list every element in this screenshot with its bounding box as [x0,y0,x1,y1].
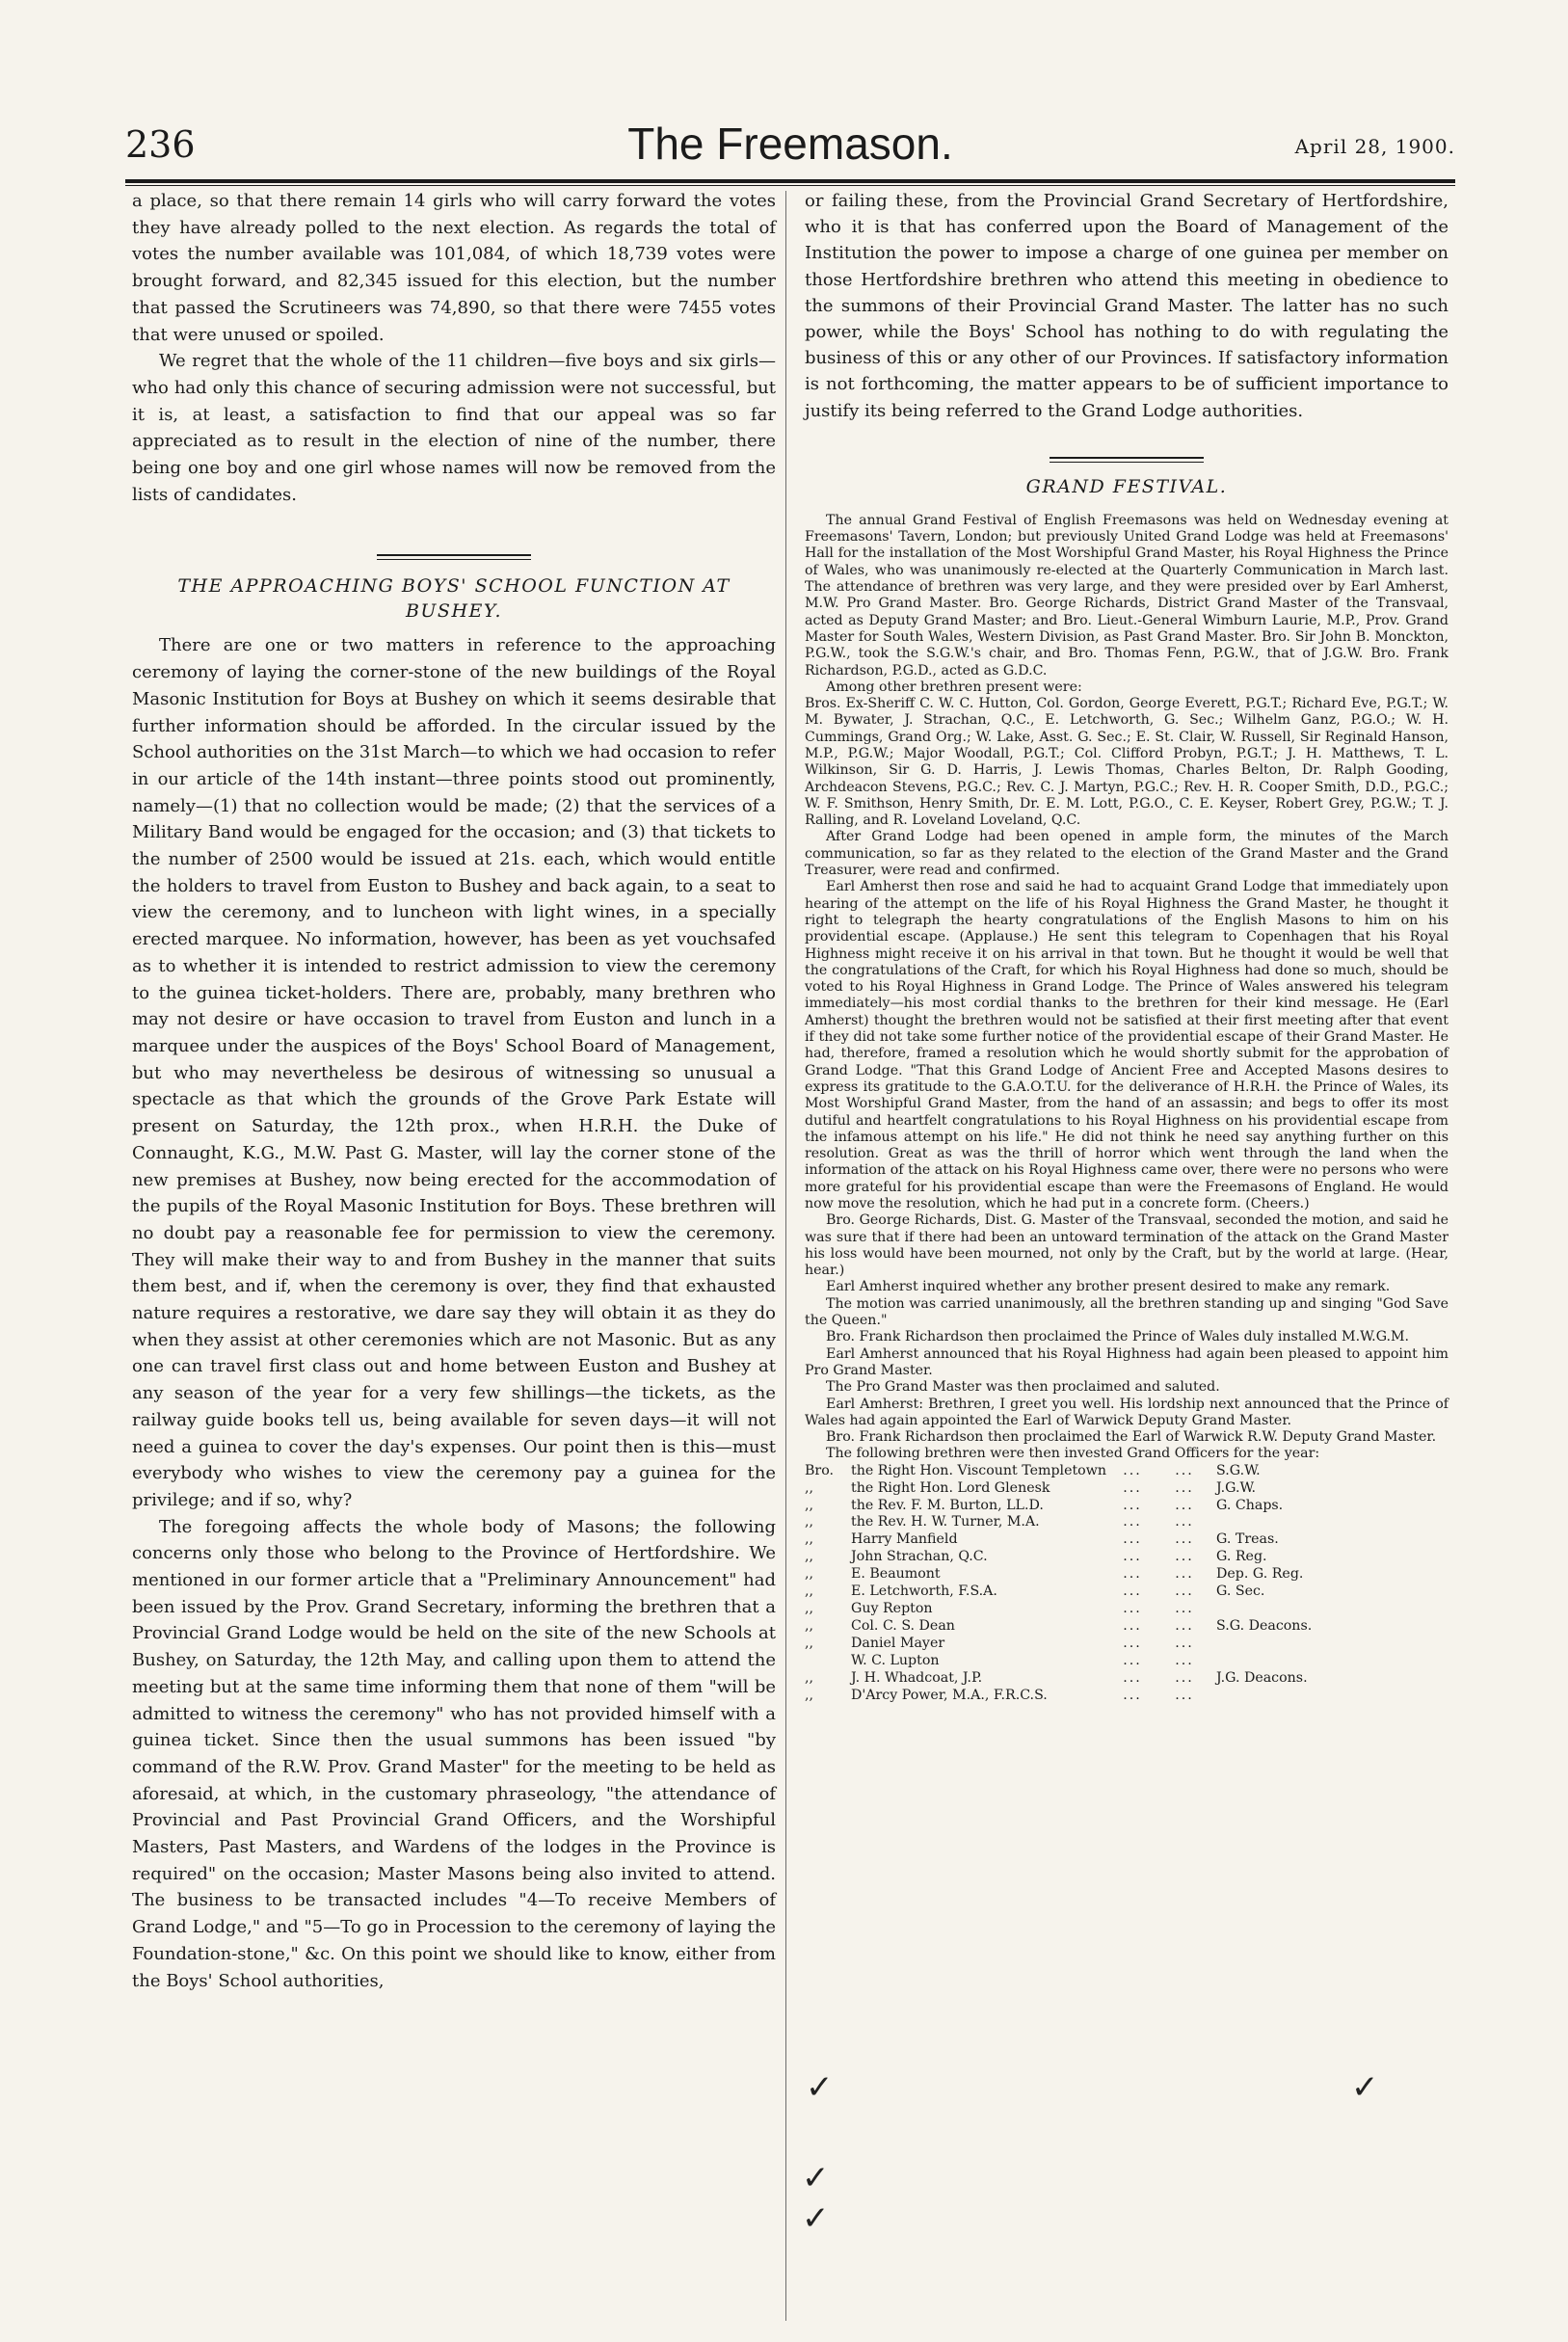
officer-row [805,1670,1448,1688]
officer-row [805,1480,1448,1498]
officer-office: G. Reg. [1216,1549,1267,1565]
officer-office [1210,1636,1448,1653]
report-paragraph: Bro. George Richards, Dist. G. Master of the Transvaal, seconded the motion, and said he was sure that if there had been an untoward termination of the attack on the Grand Master his loss would have been mourned, not only by the Craft, but by the world at large. (Hear, hear.) [805,1212,1448,1279]
leader-dots: ... [1123,1462,1142,1478]
officer-prefix: ,, [805,1479,814,1496]
officer-name: E. Beaumont [851,1566,941,1583]
officer-office [1210,1601,1448,1618]
header-rule [125,179,1455,183]
leader-dots: ... [1123,1635,1142,1651]
officer-name: John Strachan, Q.C. [851,1549,988,1565]
leader-dots: ... [1175,1601,1194,1616]
officer-row [805,1498,1448,1515]
leader-dots: ... [1123,1479,1142,1496]
report-paragraph: Earl Amherst: Brethren, I greet you well. His lordship next announced that the Prince of Wales had again appointed the Earl of Warwick Deputy Grand Master. [805,1396,1448,1428]
leader-dots: ... [1175,1531,1194,1548]
officer-name: the Right Hon. Lord Glenesk [851,1479,1050,1496]
attendee-list: Bros. Ex-Sheriff C. W. C. Hutton, Col. Gordon, George Everett, P.G.T.; Richard Eve, P.G.T.; W. M. Bywater, J. Strachan, Q.C., E. Letchworth, G. Sec.; Wilhelm Ganz, P.G.O.; W. H. Cummings, Grand Org.; W. Lake, Asst. G. Sec.; E. St. Clair, W. Russell, Sir Reginald Hanson, M.P., P.G.W.; Major Woodall, P.G.T.; Col. Clifford Probyn, P.G.T.; J. H. Matthews, T. L. Wilkinson, Sir G. D. Harris, J. Lewis Thomas, Charles Belton, Dr. Ralph Gooding, Archdeacon Stevens, P.G.C.; Rev. C. J. Martyn, P.G.C.; Rev. H. R. Cooper Smith, D.D., P.G.C.; W. F. Smithson, Henry Smith, Dr. E. M. Lott, P.G.O., C. E. Keyser, Robert Grey, P.G.W.; T. J. Ralling, and R. Loveland Loveland, Q.C. [805,696,1448,829]
officer-prefix: ,, [805,1549,814,1565]
festival-report [805,513,1448,1463]
report-paragraph: Bro. Frank Richardson then proclaimed the Earl of Warwick R.W. Deputy Grand Master. [826,1429,1437,1446]
leader-dots: ... [1123,1549,1142,1565]
leader-dots: ... [1123,1601,1142,1616]
officer-name: Col. C. S. Dean [851,1617,955,1634]
article-title: THE APPROACHING BOYS' SCHOOL FUNCTION AT BUSHEY. [177,575,731,623]
page-number: 236 [125,123,196,166]
officer-office: G. Treas. [1216,1531,1279,1548]
officer-name: Harry Manfield [851,1531,958,1548]
officer-office: G. Chaps. [1216,1497,1284,1513]
officer-prefix: ,, [805,1617,814,1634]
leader-dots: ... [1175,1549,1194,1565]
officer-row [805,1653,1448,1670]
right-column [805,188,1448,1704]
report-paragraph: The motion was carried unanimously, all the brethren standing up and singing "God Save the Queen." [805,1295,1448,1329]
leader-dots: ... [1175,1669,1194,1686]
article-title: GRAND FESTIVAL. [1025,475,1228,497]
officer-name: Guy Repton [851,1601,933,1616]
officer-prefix: ,, [805,1531,814,1548]
leader-dots: ... [1175,1617,1194,1634]
header-rule-thin [125,185,1455,186]
officer-row [805,1531,1448,1549]
intro-paragraph: We regret that the whole of the 11 children—five boys and six girls—who had only this chance of securing admission were not successful, but it is, at least, a satisfaction to find that our appeal was so far appreciated as to result in the election of nine of the number, there being one boy and one girl whose names will now be removed from the lists of candidates. [132,351,776,505]
officer-prefix: ,, [805,1687,814,1703]
leader-dots: ... [1123,1497,1142,1513]
officer-office: G. Sec. [1216,1584,1265,1600]
pencil-tick-mark: ✓ [802,2159,830,2197]
grand-officers-list [805,1463,1448,1705]
officer-row [805,1636,1448,1653]
officer-office: S.G.W. [1216,1462,1261,1478]
column-divider [785,191,786,2321]
officer-prefix: ,, [805,1669,814,1686]
pencil-tick-mark: ✓ [802,2199,830,2238]
officer-name: the Rev. H. W. Turner, M.A. [851,1514,1040,1530]
officer-prefix: ,, [805,1514,814,1530]
report-paragraph: Earl Amherst inquired whether any brother present desired to make any remark. [826,1279,1391,1295]
officer-office [1210,1514,1448,1531]
officer-prefix: Bro. [805,1462,835,1478]
officer-office: J.G.W. [1216,1479,1257,1496]
leader-dots: ... [1123,1514,1142,1530]
pencil-tick-mark: ✓ [1351,2068,1379,2107]
officer-prefix: ,, [805,1566,814,1583]
continued-paragraph: or failing these, from the Provincial Grand Secretary of Hertfordshire, who it is that has conferred upon the Board of Management of the Institution the power to impose a charge of one guinea per member on those Hertfordshire brethren who attend this meeting in obedience to the summons of their Provincial Grand Master. The latter has no such power, while the Boys' School has nothing to do with regulating the business of this or any other of our Provinces. If satisfactory information is not forthcoming, the matter appears to be of sufficient importance to justify its being referred to the Grand Lodge authorities. [805,191,1448,421]
leader-dots: ... [1123,1669,1142,1686]
report-paragraph: The annual Grand Festival of English Freemasons was held on Wednesday evening at Freemasons' Tavern, London; but previously United Grand Lodge was held at Freemasons' Hall for the installation of the Most Worshipful Grand Master, his Royal Highness the Prince of Wales, who was unanimously re-elected at the Quarterly Communication in March last. The attendance of brethren was very large, and they were presided over by Earl Amherst, M.W. Pro Grand Master. Bro. George Richards, District Grand Master of the Transvaal, acted as Deputy Grand Master; and Bro. Lieut.-General Wimburn Laurie, M.P., Prov. Grand Master for South Wales, Western Division, as Past Grand Master. Bro. Sir John B. Monckton, P.G.W., took the S.G.W.'s chair, and Bro. Thomas Fenn, P.G.W., that of J.G.W. Bro. Frank Richardson, P.G.D., acted as G.D.C. [805,512,1448,679]
masthead [125,119,1455,177]
leader-dots: ... [1175,1479,1194,1496]
report-paragraph: The Pro Grand Master was then proclaimed and saluted. [826,1379,1220,1396]
report-paragraph: Bro. Frank Richardson then proclaimed the Prince of Wales duly installed M.W.G.M. [826,1329,1410,1345]
article-paragraph: There are one or two matters in reference to the approaching ceremony of laying the corner-stone of the new buildings of the Royal Masonic Institution for Boys at Bushey on which it seems desirable that further information should be afforded. In the circular issued by the School authorities on the 31st March—to which we had occasion to refer in our article of the 14th instant—three points stood out prominently, namely—(1) that no collection would be made; (2) that the services of a Military Band would be engaged for the occasion; and (3) that tickets to the number of 2500 would be issued at 21s. each, which would entitle the holders to travel from Euston to Bushey and back again, to a seat to view the ceremony, and to luncheon with light wines, in a specially erected marquee. No information, however, has been as yet vouchsafed as to whether it is intended to restrict admission to view the ceremony to the guinea ticket-holders. There are, probably, many brethren who may not desire or have occasion to travel from Euston and lunch in a marquee under the auspices of the Boys' School Board of Management, but who may nevertheless be desirous of witnessing so unusual a spectacle as that which the grounds of the Grove Park Estate will present on Saturday, the 12th prox., when H.R.H. the Duke of Connaught, K.G., M.W. Past G. Master, will lay the corner stone of the new premises at Bushey, now being erected for the accommodation of the pupils of the Royal Masonic Institution for Boys. These brethren will no doubt pay a reasonable fee for permission to view the ceremony. They will make their way to and from Bushey in the manner that suits them best, and if, when the ceremony is over, they find that exhausted nature requires a restorative, we dare say they will obtain it as they do when they assist at other ceremonies which are not Masonic. But as any one can travel first class out and home between Euston and Bushey at any season of the year for a very few shillings—the tickets, as the railway guide books tell us, being available for seven days—it will not need a guinea to cover the day's expenses. Our point then is this—must everybody who wishes to view the ceremony pay a guinea for the privilege; and if so, why? [132,635,776,1510]
report-paragraph: Earl Amherst then rose and said he had to acquaint Grand Lodge that immediately upon hearing of the attempt on the life of his Royal Highness the Grand Master, he thought it right to telegraph the hearty congratulations of the English Masons to him on his providential escape. (Applause.) He sent this telegram to Copenhagen that his Royal Highness might receive it on his arrival in that town. But he thought it would be well that the congratulations of the Craft, for which his Royal Highness had done so much, should be voted to his Royal Highness in Grand Lodge. The Prince of Wales answered his telegram immediately—his most cordial thanks to the brethren for their kind message. He (Earl Amherst) thought the brethren would not be satisfied at their first meeting after that event if they did not take some further notice of the providential escape of their Grand Master. He had, therefore, framed a resolution which he would shortly submit for the approbation of Grand Lodge. "That this Grand Lodge of Ancient Free and Accepted Masons desires to express its gratitude to the G.A.O.T.U. for the deliverance of H.R.H. the Prince of Wales, its Most Worshipful Grand Master, from the hand of an assassin; and begs to offer its most dutiful and heartfelt congratulations to his Royal Highness on his providential escape from the infamous attempt on his life." He did not think he need say anything further on this resolution. Great as was the thrill of horror which went through the land when the information of the attack on his Royal Highness came over, there were no persons who were more grateful for his providential escape than were the Freemasons of England. He would now move the resolution, which he had put in a concrete form. (Cheers.) [805,879,1448,1211]
officer-name: E. Letchworth, F.S.A. [851,1584,997,1600]
report-paragraph: Among other brethren present were: [826,679,1082,695]
leader-dots: ... [1123,1531,1142,1548]
officer-name: D'Arcy Power, M.A., F.R.C.S. [851,1687,1048,1703]
leader-dots: ... [1175,1497,1194,1513]
officer-row [805,1514,1448,1531]
leader-dots: ... [1175,1462,1194,1478]
leader-dots: ... [1123,1566,1142,1583]
leader-dots: ... [1123,1652,1142,1668]
officer-prefix: ,, [805,1635,814,1651]
officer-prefix [805,1653,851,1670]
officer-row [805,1601,1448,1618]
article-paragraph: The foregoing affects the whole body of Masons; the following concerns only those who belong to the Province of Hertfordshire. We mentioned in our former article that a "Preliminary Announcement" had been issued by the Prov. Grand Secretary, informing the brethren that a Provincial Grand Lodge would be held on the site of the new Schools at Bushey, on Saturday, the 12th May, and calling upon them to attend the meeting but at the same time informing them that none of them "will be admitted to witness the ceremony" who has not provided himself with a guinea ticket. Since then the usual summons has been issued "by command of the R.W. Prov. Grand Master" for the meeting to be held as aforesaid, at which, in the customary phraseology, "the attendance of Provincial and Past Provincial Grand Officers, and the Worshipful Masters, Past Masters, and Wardens of the lodges in the Province is required" on the occasion; Master Masons being also invited to attend. The business to be transacted includes "4—To receive Members of Grand Lodge," and "5—To go in Procession to the ceremony of laying the Foundation-stone," &c. On this point we should like to know, either from the Boys' School authorities, [132,1516,776,1991]
officer-prefix: ,, [805,1601,814,1616]
report-paragraph: Earl Amherst announced that his Royal Highness had again been pleased to appoint him Pro Grand Master. [805,1345,1448,1378]
report-paragraph: The following brethren were then invested Grand Officers for the year: [826,1446,1320,1462]
officer-office: J.G. Deacons. [1216,1669,1308,1686]
leader-dots: ... [1175,1652,1194,1668]
officer-name: W. C. Lupton [851,1652,940,1668]
leader-dots: ... [1175,1584,1194,1600]
leader-dots: ... [1175,1566,1194,1583]
leader-dots: ... [1123,1687,1142,1703]
officer-row [805,1584,1448,1601]
officer-office: Dep. G. Reg. [1216,1566,1304,1583]
issue-date: April 28, 1900. [1294,135,1455,158]
officer-row [805,1463,1448,1480]
officer-office [1210,1688,1448,1705]
intro-paragraph: a place, so that there remain 14 girls who will carry forward the votes they have already polled to the next election. As regards the total of votes the number available was 101,084, of which 18,739 votes were brought forward, and 82,345 issued for this election, but the number that passed the Scrutineers was 74,890, so that there were 7455 votes that were unused or spoiled. [132,191,776,345]
leader-dots: ... [1175,1687,1194,1703]
report-paragraph: After Grand Lodge had been opened in ample form, the minutes of the March communication, so far as they related to the election of the Grand Master and the Grand Treasurer, were read and confirmed. [805,829,1448,879]
officer-name: the Rev. F. M. Burton, LL.D. [851,1497,1044,1513]
officer-prefix: ,, [805,1497,814,1513]
left-column [132,188,776,1994]
leader-dots: ... [1175,1635,1194,1651]
officer-name: J. H. Whadcoat, J.P. [851,1669,983,1686]
officer-office: S.G. Deacons. [1216,1617,1313,1634]
newspaper-title: The Freemason. [627,119,953,169]
officer-row [805,1549,1448,1566]
officer-row [805,1618,1448,1636]
officer-name: Daniel Mayer [851,1635,945,1651]
pencil-tick-mark: ✓ [806,2068,834,2107]
officer-prefix: ,, [805,1584,814,1600]
leader-dots: ... [1123,1584,1142,1600]
officer-row [805,1688,1448,1705]
officer-office [1210,1653,1448,1670]
officer-name: the Right Hon. Viscount Templetown [851,1462,1107,1478]
leader-dots: ... [1175,1514,1194,1530]
officer-row [805,1566,1448,1584]
leader-dots: ... [1123,1617,1142,1634]
